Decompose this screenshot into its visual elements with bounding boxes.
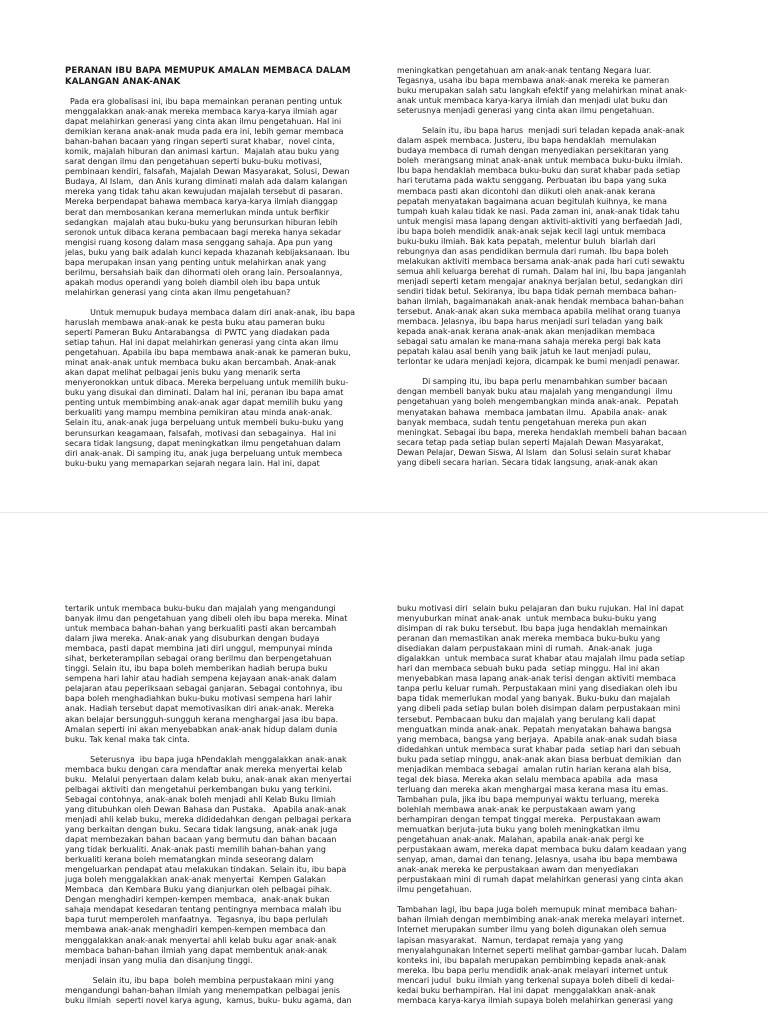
text-line: Pada era globalisasi ini, ibu bapa memainkan peranan penting untuk xyxy=(65,97,343,106)
text-line: mencari judul buku ilmiah yang terkenal supaya boleh dibeli di kedai- xyxy=(397,975,675,985)
text-line: yang tidak berkualiti. Anak-anak pasti memilih bahan-bahan yang xyxy=(65,845,326,855)
text-line: Internet merupakan sumber ilmu yang boleh digunakan oleh semua xyxy=(397,925,667,935)
text-line: akan dapat melihat pelbagai jenis buku yang menarik serta xyxy=(65,368,301,378)
right-column xyxy=(397,66,695,468)
text-line: terlontar ke udara menjadi kejora, dicampak ke bumi menjadi penawar. xyxy=(397,357,680,367)
text-line: melakukan aktiviti membaca bersama anak-anak pada hari cuti sewaktu xyxy=(397,256,685,266)
paragraph-spacer xyxy=(397,895,695,905)
text-line: membaca. Jelasnya, ibu bapa harus menjadi suri teladan yang baik xyxy=(397,317,664,327)
text-line: ilmu pengetahuan. xyxy=(397,885,472,895)
text-line: bapa tidak memerlukan modal yang banyak. Buku-buku dan majalah xyxy=(397,694,671,704)
text-line: tertarik untuk membaca buku-buku dan majalah yang mengandungi xyxy=(65,604,336,613)
text-line: berunsurkan keagamaan, falsafah, motivasi dan sebagainya. Hal ini xyxy=(65,428,337,438)
paragraph xyxy=(397,905,695,1005)
text-line: buku pada setiap minggu, anak-anak akan biasa berbuat demikian dan xyxy=(397,754,682,764)
right-column xyxy=(397,604,695,1006)
text-line: pengetahuan. Apabila ibu bapa membawa anak-anak ke pameran buku, xyxy=(65,348,351,358)
text-line: sendiri tidak betul. Sekiranya, ibu bapa tidak pernah membaca bahan- xyxy=(397,286,677,296)
text-line: tinggi. Selain itu, ibu bapa boleh memberikan hadiah berupa buku xyxy=(65,664,328,674)
text-line: buku. Tak kenal maka tak cinta. xyxy=(65,734,190,744)
text-line: sebagai satu amalan ke mana-mana sahaja mereka pergi bak kata xyxy=(397,337,661,347)
text-line: berhampiran dengan tempat tinggal mereka. Perpustakaan awam xyxy=(397,814,661,824)
text-line: buku yang disukai dan diminati. Dalam hal ini, peranan ibu bapa amat xyxy=(65,388,344,398)
text-line: sihat, berketerampilan sebagai orang berilmu dan berpengetahuan xyxy=(65,654,332,664)
text-line: disediakan dalam perpustakaan mini di rumah. Anak-anak juga xyxy=(397,644,653,654)
text-line: hari dan membaca sebuah buku pada setiap minggu. Hal ini akan xyxy=(397,664,660,674)
text-line: Selain itu, anak-anak juga berpeluang untuk membeli buku-buku yang xyxy=(65,418,344,428)
text-line: menyebabkan masa lapang anak-anak terisi dengan aktiviti membaca xyxy=(397,674,676,684)
text-line: menyatakan bahawa membaca jambatan ilmu. Apabila anak- anak xyxy=(397,407,667,417)
text-line: pepatah kalau asal benih yang baik jatuh ke laut menjadi pulau, xyxy=(397,347,651,357)
text-line: membawa anak-anak menghadiri kempen-kempen membaca dan xyxy=(65,925,326,935)
text-line: membaca pasti akan dicontohi dan diikuti oleh anak-anak kerana xyxy=(397,186,656,196)
paragraph xyxy=(65,308,363,469)
text-line: dalam aspek membaca. Justeru, ibu bapa hendaklah memulakan xyxy=(397,136,657,146)
text-line: sedangkan majalah atau buku-buku yang berunsurkan hiburan lebih xyxy=(65,217,338,227)
text-line: bahan ilmiah dengan membimbing anak-anak mereka melayari internet. xyxy=(397,915,685,925)
text-line: bapa turut memperoleh manfaatnya. Tegasnya, ibu bapa perlulah xyxy=(65,915,328,925)
text-line: setiap tahun. Hal ini dapat melahirkan generasi yang cinta akan ilmu xyxy=(65,338,339,348)
text-line: Amalan seperti ini akan menyebabkan anak-anak hidup dalam dunia xyxy=(65,724,338,734)
paragraph-spacer xyxy=(397,116,695,126)
text-line: membaca bahan-bahan ilmiah yang dapat membentuk anak-anak xyxy=(65,945,327,955)
text-line: kedai buku berhampiran. Hal ini dapat menggalakkan anak-anak xyxy=(397,985,656,995)
text-line: melahirkan generasi yang cinta akan ilmu pengetahuan? xyxy=(65,287,291,297)
text-line: sahaja mendapat kesedaran tentang pentingnya membaca malah ibu xyxy=(65,905,342,915)
paragraph xyxy=(65,97,363,298)
text-line: bapa merupakan insan yang penting untuk melahirkan anak yang xyxy=(65,257,327,267)
text-line: menyuburkan minat anak-anak untuk membaca buku-buku yang xyxy=(397,614,657,624)
text-line: Selain itu, ibu bapa harus menjadi suri teladan kepada anak-anak xyxy=(397,126,685,136)
text-line: penting untuk membimbing anak-anak agar dapat memilih buku yang xyxy=(65,398,343,408)
text-line: yang ditubuhkan oleh Dewan Bahasa dan Pustaka. Apabila anak-anak xyxy=(65,804,347,814)
text-line: yang membaca, bangsa yang berjaya. Apabila anak-anak sudah biasa xyxy=(397,734,678,744)
text-line: juga boleh menggalakkan anak-anak menyertai Kempen Galakan xyxy=(65,875,326,885)
text-line: perpustakaan awam, mereka dapat membaca buku dalam keadaan yang xyxy=(397,845,687,855)
text-line: kepada anak-anak kerana anak-anak akan menjadikan membaca xyxy=(397,327,655,337)
text-line: Membaca dan Kembara Buku yang dianjurkan oleh pelbagai pihak. xyxy=(65,885,332,895)
text-line: terluang dan mereka akan menghargai masa kerana masa itu emas. xyxy=(397,784,669,794)
text-line: Sebagai contohnya, anak-anak boleh menjadi ahli Kelab Buku Ilmiah xyxy=(65,794,336,804)
text-line: mereka. Ibu bapa perlu mendidik anak-anak melayari internet untuk xyxy=(397,965,668,975)
text-line: yang dibeli secara harian. Secara tidak langsung, anak-anak akan xyxy=(397,457,658,467)
paragraph-spacer xyxy=(397,367,695,377)
text-line: dapat melahirkan generasi yang cinta akan ilmu pengetahuan. Hal ini xyxy=(65,117,342,127)
text-line: yang berkaitan dengan buku. Secara tidak langsung, anak-anak juga xyxy=(65,824,338,834)
paragraph xyxy=(65,976,363,1006)
text-line: anak untuk membaca karya-karya ilmiah dan menjadi ulat buku dan xyxy=(397,96,668,106)
text-line: dalam jiwa mereka. Anak-anak yang disuburkan dengan budaya xyxy=(65,634,320,644)
paragraph xyxy=(397,66,695,116)
text-line: Tambahan pula, jika ibu bapa mempunyai waktu terluang, mereka xyxy=(397,794,660,804)
paragraph xyxy=(397,126,695,367)
text-line: boleh merangsang minat anak-anak untuk membaca buku-buku ilmiah. xyxy=(397,156,683,166)
text-line: anak-anak mereka ke perpustakaan awam dan menyediakan xyxy=(397,865,639,875)
text-line: perpustakaan mini di rumah dapat melahirkan generasi yang cinta akan xyxy=(397,875,684,885)
text-line: Ibu bapa hendaklah membaca buku-buku dan surat khabar pada setiap xyxy=(397,166,681,176)
text-line: buku motivasi diri selain buku pelajaran dan buku rujukan. Hal ini dapat xyxy=(397,604,684,613)
text-line: membaca karya-karya ilmiah supaya boleh melahirkan generasi yang xyxy=(397,995,674,1005)
text-line: meningkatkan pengetahuan am anak-anak tentang Negara luar. xyxy=(397,66,652,75)
text-line: Mereka berpendapat bahawa membaca karya-karya ilmiah dianggap xyxy=(65,197,338,207)
title-line: KALANGAN ANAK-ANAK xyxy=(65,76,181,87)
text-line: menjadi insan yang mulia dan disanjung tinggi. xyxy=(65,955,253,965)
text-line: tanpa perlu keluar rumah. Perpustakaan mini yang disediakan oleh ibu xyxy=(397,684,678,694)
text-line: pengetahuan yang boleh mengembangkan minda anak-anak. Pepatah xyxy=(397,397,679,407)
paragraph xyxy=(397,377,695,467)
text-line: ibu bapa boleh mendidik anak-anak sejak kecil lagi untuk membaca xyxy=(397,226,666,236)
text-line: akan belajar bersungguh-sungguh kerana menghargai jasa ibu bapa. xyxy=(65,714,339,724)
left-column xyxy=(65,604,363,1006)
text-line: digalakkan untuk membaca surat khabar atau majalah ilmu pada setiap xyxy=(397,654,685,664)
text-line: Tegasnya, usaha ibu bapa membawa anak-anak mereka ke pameran xyxy=(397,76,670,86)
paragraph-spacer xyxy=(65,298,363,308)
text-line: hari terutama pada waktu senggang. Perbuatan ibu bapa yang suka xyxy=(397,176,667,186)
text-line: komik, majalah hiburan dan animasi kartun. Majalah atau buku yang xyxy=(65,147,340,157)
document-page-2 xyxy=(0,512,768,1024)
text-line: Seterusnya ibu bapa juga hPendaklah menggalakkan anak-anak xyxy=(65,754,347,764)
text-line: tegal dek biasa. Mereka akan selalu membaca apabila ada masa xyxy=(397,774,658,784)
text-line: budaya membaca di rumah dengan menyediakan persekitaran yang xyxy=(397,146,669,156)
text-line: yang dibeli pada setiap bulan boleh disimpan dalam perpustakaan mini xyxy=(397,704,681,714)
text-line: buku merupakan salah satu langkah efektif yang melahirkan minat anak- xyxy=(397,86,687,96)
text-line: mereka yang tidak tahu akan kewujudan majalah tersebut di pasaran. xyxy=(65,187,343,197)
text-line: pepatah menyatakan bagaimana acuan begitulah kuihnya, ke mana xyxy=(397,196,667,206)
text-line: minat anak-anak untuk membaca buku akan bercambah. Anak-anak xyxy=(65,358,337,368)
text-line: buku ilmiah seperti novel karya agung, kamus, buku- buku agama, dan xyxy=(65,995,352,1005)
text-line: Untuk memupuk budaya membaca dalam diri anak-anak, ibu bapa xyxy=(65,307,355,317)
text-line: sempena hari lahir atau hadiah sempena kejayaan anak-anak dalam xyxy=(65,674,337,684)
text-line: pembinaan kendiri, falsafah, Majalah Dewan Masyarakat, Solusi, Dewan xyxy=(65,167,350,177)
text-line: pelbagai aktiviti dan mengetahui perkembangan buku yang terkini. xyxy=(65,784,332,794)
text-line: Selain itu, ibu bapa boleh membina perpustakaan mini yang xyxy=(65,975,334,985)
text-line: Dewan Pelajar, Dewan Siswa, Al Islam dan Solusi selain surat khabar xyxy=(397,447,672,457)
text-line: menggalakkan anak-anak menyertai ahli kelab buku agar anak-anak xyxy=(65,935,337,945)
left-column xyxy=(65,66,363,469)
text-line: tersebut. Anak-anak akan suka membaca apabila melihat orang tuanya xyxy=(397,307,681,317)
text-line: mengandungi bahan-bahan ilmiah yang menempatkan pelbagai jenis xyxy=(65,985,341,995)
text-line: semua ahli keluarga berehat di rumah. Dalam hal ini, Ibu bapa janganlah xyxy=(397,266,687,276)
text-line: buku-buku yang memaparkan sejarah negara lain. Hal ini, dapat xyxy=(65,458,320,468)
text-line: secara tetap pada setiap bulan seperti Majalah Dewan Masyarakat, xyxy=(397,437,664,447)
paragraph-group xyxy=(397,604,695,1006)
text-line: pelajaran atau peperiksaan sebagai ganjaran. Sebagai contohnya, ibu xyxy=(65,684,343,694)
essay-title xyxy=(65,66,363,87)
text-line: banyak membaca, sudah tentu pengetahuan mereka pun akan xyxy=(397,417,647,427)
text-line: meningkat. Sebagai ibu bapa, mereka hendaklah membeli bahan bacaan xyxy=(397,427,687,437)
paragraph-spacer xyxy=(65,966,363,976)
text-line: bapa boleh menghadiahkan buku-buku motivasi sempena hari lahir xyxy=(65,694,333,704)
text-line: sarat dengan ilmu dan pengetahuan seperti buku-buku motivasi, xyxy=(65,157,322,167)
text-line: Di samping itu, ibu bapa perlu menambahkan sumber bacaan xyxy=(397,377,668,387)
text-line: dengan membeli banyak buku atau majalah yang mengandungi ilmu xyxy=(397,387,673,397)
text-line: anak. Hadiah tersebut dapat memotivasikan diri anak-anak. Mereka xyxy=(65,704,334,714)
text-line: berkualiti yang mampu membina pemikiran atau minda anak-anak. xyxy=(65,408,333,418)
paragraph-group xyxy=(65,97,363,469)
text-line: didedahkan untuk membaca surat khabar pada setiap hari dan sebuah xyxy=(397,744,681,754)
text-line: menjadi seperti ketam mengajar anaknya berjalan betul, sedangkan diri xyxy=(397,276,683,286)
text-line: bahan ilmiah, bagaimanakah anak-anak hendak membaca bahan-bahan xyxy=(397,297,684,307)
text-line: untuk membaca bahan-bahan yang berkualiti pasti akan bercambah xyxy=(65,624,337,634)
text-line: bahan-bahan bacaan yang ringan seperti surat khabar, novel cinta, xyxy=(65,137,335,147)
text-line: disimpan di rak buku tersebut. Ibu bapa juga hendaklah memainkan xyxy=(397,624,668,634)
text-line: menjadi ahli kelab buku, mereka dididedahkan dengan pelbagai perkara xyxy=(65,814,352,824)
text-line: mengisi ruang kosong dalam masa senggang sahaja. Apa pun yang xyxy=(65,237,333,247)
text-line: tersebut. Pembacaan buku dan majalah yang berulang kali dapat xyxy=(397,714,656,724)
text-line: buku-buku ilmiah. Bak kata pepatah, melentur buluh biarlah dari xyxy=(397,236,656,246)
paragraph-group xyxy=(65,604,363,1006)
text-line: membaca buku dengan cara mendaftar anak mereka menyertai kelab xyxy=(65,764,343,774)
title-line: PERANAN IBU BAPA MEMUPUK AMALAN MEMBACA DALAM xyxy=(65,66,351,76)
text-line: buku. Melalui penyertaan dalam kelab buku, anak-anak akan menyertai xyxy=(65,774,352,784)
text-line: untuk mengisi masa lapang dengan aktiviti-aktiviti yang berfaedah Jadi, xyxy=(397,216,683,226)
paragraph xyxy=(397,604,695,895)
text-line: menguatkan minda anak-anak. Pepatah menyatakan bahawa bangsa xyxy=(397,724,672,734)
text-line: secara tidak langsung, dapat meningkatkan ilmu pengetahuan dalam xyxy=(65,438,341,448)
text-line: senyap, aman, damai dan tenang. Jelasnya, usaha ibu bapa membawa xyxy=(397,855,678,865)
text-line: membaca, pasti dapat membina jati diri unggul, mempunyai minda xyxy=(65,644,333,654)
text-line: konteks ini, ibu bapalah merupakan pembimbing kepada anak-anak xyxy=(397,955,666,965)
text-line: tumpah kuah kalau tidak ke nasi. Pada zaman ini, anak-anak tidak tahu xyxy=(397,206,680,216)
text-line: demikian kerana anak-anak muda pada era ini, lebih gemar membaca xyxy=(65,127,344,137)
text-line: menjadikan membaca sebagai amalan rutin harian kerana alah bisa, xyxy=(397,764,672,774)
text-line: peranan dan memastikan anak mereka membaca buku-buku yang xyxy=(397,634,661,644)
text-line: berilmu, bersahsiah baik dan dihormati oleh orang lain. Persoalannya, xyxy=(65,267,343,277)
paragraph-spacer xyxy=(65,745,363,755)
text-line: lapisan masyarakat. Namun, terdapat remaja yang yang xyxy=(397,935,624,945)
text-line: menggalakkan anak-anak mereka membaca karya-karya ilmiah agar xyxy=(65,107,338,117)
paragraph xyxy=(65,755,363,966)
text-line: Tambahan lagi, ibu bapa juga boleh memupuk minat membaca bahan- xyxy=(397,905,678,915)
text-line: haruslah membawa anak-anak ke pesta buku atau pameran buku xyxy=(65,317,325,327)
text-line: seterusnya menjadi generasi yang cinta akan ilmu pengetahuan. xyxy=(397,106,655,116)
text-line: jelas, buku yang baik adalah kunci kepada khazanah kebijaksanaan. Ibu xyxy=(65,247,350,257)
paragraph-group xyxy=(397,66,695,468)
text-line: pengetahuan anak-anak. Malahan, apabila anak-anak pergi ke xyxy=(397,835,644,845)
spacer xyxy=(65,87,363,97)
text-line: memuatkan berjuta-juta buku yang boleh meningkatkan ilmu xyxy=(397,825,640,835)
text-line: seronok untuk dibaca kerana pembacaan bagi mereka hanya sekadar xyxy=(65,227,342,237)
text-line: berkualiti kerana boleh mematangkan minda seseorang dalam xyxy=(65,855,314,865)
text-line: menyalahgunakan Internet seperti melihat gambar-gambar lucah. Dalam xyxy=(397,945,687,955)
text-line: berat dan membosankan kerana memerlukan minda untuk berfikir xyxy=(65,207,330,217)
text-line: mengeluarkan pendapat atau melakukan tindakan. Selain itu, ibu bapa xyxy=(65,865,347,875)
text-line: banyak ilmu dan pengetahuan yang dibeli oleh ibu bapa mereka. Minat xyxy=(65,614,348,624)
text-line: diri anak-anak. Di samping itu, anak juga berpeluang untuk membeca xyxy=(65,448,343,458)
text-line: Budaya, Al Islam, dan Anis kurang diminati malah ada dalam kalangan xyxy=(65,177,348,187)
text-line: apakah modus operandi yang boleh diambil oleh ibu bapa untuk xyxy=(65,277,321,287)
text-line: seperti Pameran Buku Antarabangsa di PWTC yang diadakan pada xyxy=(65,328,330,338)
text-line: dapat membezakan bahan bacaan yang bermutu dan bahan bacaan xyxy=(65,835,337,845)
paragraph xyxy=(65,604,363,745)
text-line: Dengan menghadiri kempen-kempen membaca, anak-anak bukan xyxy=(65,895,330,905)
text-line: menyeronokkan untuk dibaca. Mereka berpeluang untuk memilih buku- xyxy=(65,378,349,388)
text-line: bolehlah membawa anak-anak ke perpustakaan awam yang xyxy=(397,804,636,814)
text-line: rebungnya dan asas pendidikan bermula dari rumah. Ibu bapa boleh xyxy=(397,246,669,256)
